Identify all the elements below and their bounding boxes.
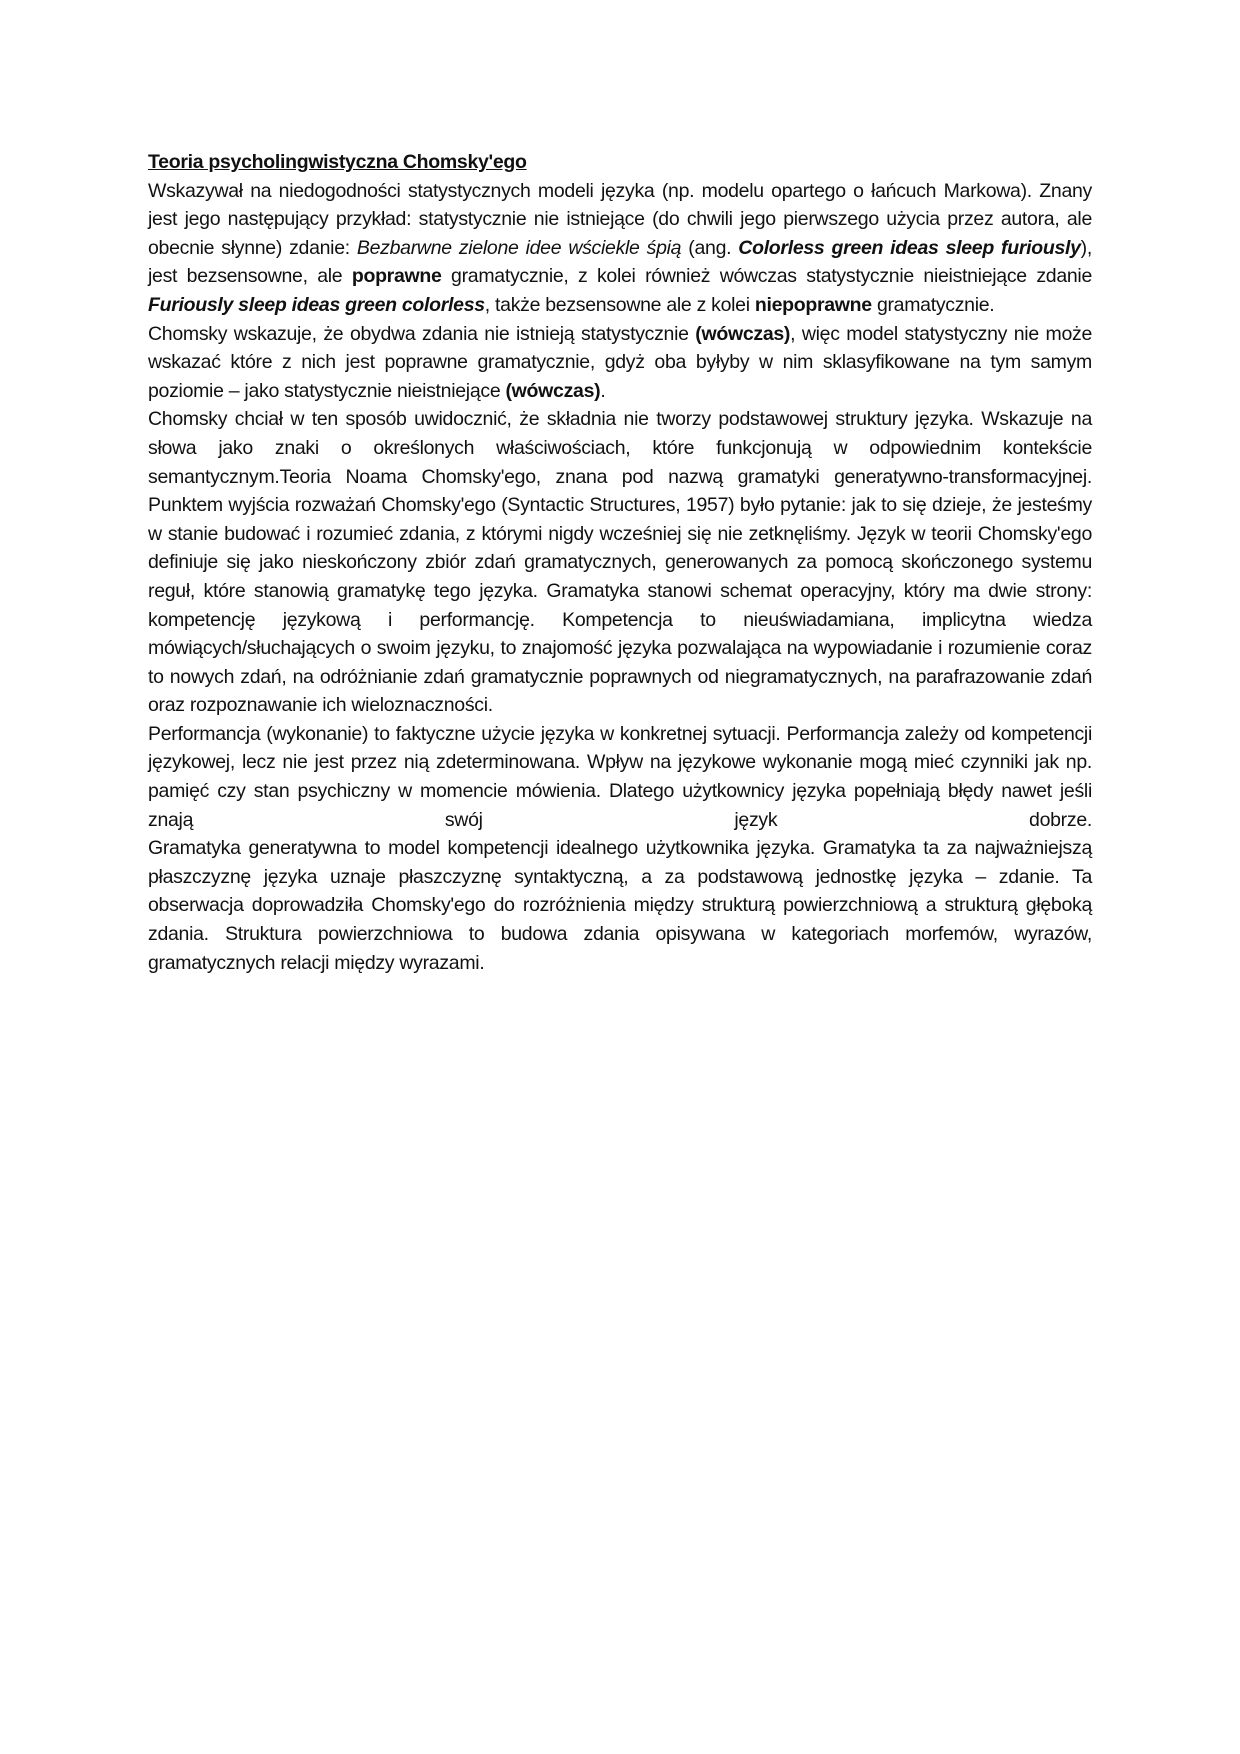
p2-bold-2: (wówczas)	[505, 379, 601, 402]
p1-text-11: gramatycznie.	[871, 293, 995, 316]
paragraph-markov-example	[148, 177, 1092, 320]
p1-correct-word: poprawne	[351, 265, 442, 288]
p2-bold-1: (wówczas)	[695, 322, 791, 345]
p1-example-reversed: Furiously sleep ideas green colorless	[148, 293, 485, 316]
p1-example-english: Colorless green ideas sleep furiously	[738, 236, 1081, 259]
paragraph-performance: Performancja (wykonanie) to faktyczne użycie języka w konkretnej sytuacji. Performancja zależy od kompetencji językowej, lecz nie jest przez nią zdeterminowana. Wpływ na językowe wykonanie mogą mieć czynniki jak np. pamięć czy stan psychiczny w momencie mówienia. Dlatego użytkownicy języka popełniają błędy nawet jeśli znają swój język dobrze.	[148, 722, 1092, 831]
paragraph-statistical-argument	[148, 320, 1092, 406]
p1-text-1: Wskazywał na niedogodności statystycznych modeli języka (np. modelu opartego o łańcuch Markowa). Znany jest jego następujący przykład: statystycznie nie istniejące (do chwili jego pierwszego użycia przez autora, ale obecnie słynne) zdanie:	[148, 179, 1092, 259]
p1-text-3: (ang.	[681, 236, 739, 259]
paragraph-generative-grammar: Gramatyka generatywna to model kompetencji idealnego użytkownika języka. Gramatyka ta za najważniejszą płaszczyznę języka uznaje płaszczyznę syntaktyczną, a za podstawową jednostkę języka – zdanie. Ta obserwacja doprowadziła Chomsky'ego do rozróżnienia między strukturą powierzchniową a strukturą głęboką zdania. Struktura powierzchniowa to budowa zdania opisywana w kategoriach morfemów, wyrazów, gramatycznych relacji między wyrazami.	[148, 837, 1092, 974]
p2-text-3: , więc model statystyczny nie może wskazać które z nich jest poprawne gramatycznie, gdyż oba byłyby w nim sklasyfikowane na tym samym poziomie – jako statystycznie nieistniejące	[148, 322, 1092, 402]
p2-text-5: .	[600, 379, 606, 402]
paragraph-generative-theory: Chomsky chciał w ten sposób uwidocznić, że składnia nie tworzy podstawowej struktury języka. Wskazuje na słowa jako znaki o określonych właściwościach, które funkcjonują w odpowiednim kontekście semantycznym.Teoria Noama Chomsky'ego, znana pod nazwą gramatyki generatywno-transformacyjnej. Punktem wyjścia rozważań Chomsky'ego (Syntactic Structures, 1957) było pytanie: jak to się dzieje, że jesteśmy w stanie budować i rozumieć zdania, z którymi nigdy wcześniej się nie zetknęliśmy. Język w teorii Chomsky'ego definiuje się jako nieskończony zbiór zdań gramatycznych, generowanych za pomocą skończonego systemu reguł, które stanowią gramatykę tego języka. Gramatyka stanowi schemat operacyjny, który ma dwie strony: kompetencję językową i performancję. Kompetencja to nieuświadamiana, implicytna wiedza mówiących/słuchających o swoim języku, to znajomość języka pozwalająca na wypowiadanie i rozumienie coraz to nowych zdań, na odróżnianie zdań gramatycznie poprawnych od niegramatycznych, na parafrazowanie zdań oraz rozpoznawanie ich wieloznaczności.	[148, 408, 1092, 717]
p1-example-polish: Bezbarwne zielone idee wściekle śpią	[356, 236, 682, 259]
p2-text-1: Chomsky wskazuje, że obydwa zdania nie istnieją statystycznie	[148, 322, 696, 345]
document-title: Teoria psycholingwistyczna Chomsky'ego	[148, 151, 527, 173]
document-body	[148, 148, 1092, 977]
p1-text-5: ), jest bezsensowne, ale	[148, 236, 1092, 288]
p1-incorrect-word: niepoprawne	[754, 293, 872, 316]
p1-text-7: gramatycznie, z kolei również wówczas statystycznie nieistniejące zdanie	[441, 265, 1093, 288]
p1-text-9: , także bezsensowne ale z kolei	[484, 293, 755, 316]
